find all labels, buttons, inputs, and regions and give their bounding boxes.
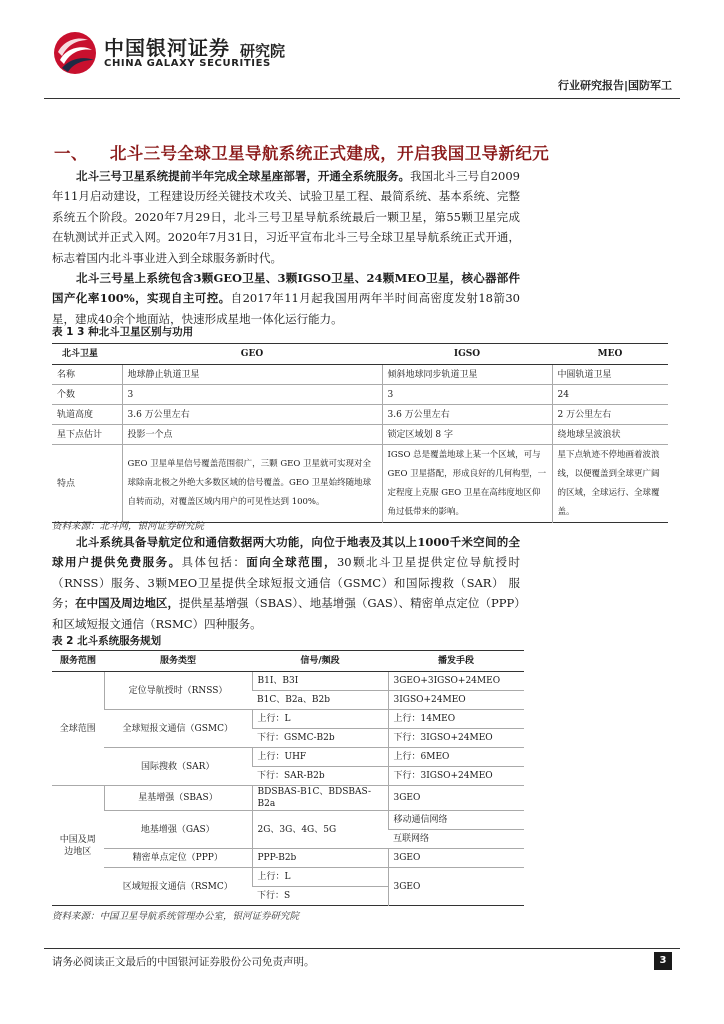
table-cell: 特点 xyxy=(52,445,122,523)
service-gsmc-cell: 全球短报文通信（GSMC） xyxy=(104,710,252,748)
table-header-cell: IGSO xyxy=(382,344,552,365)
table-row xyxy=(52,811,524,830)
brand-name-en: CHINA GALAXY SECURITIES xyxy=(104,58,271,69)
table-cell: 下行：S xyxy=(252,887,388,906)
table-header-cell: MEO xyxy=(552,344,668,365)
table-cell: BDSBAS-B1C、BDSBAS-B2a xyxy=(252,786,388,811)
table-row-features xyxy=(52,445,668,523)
table-cell: 下行：SAR-B2b xyxy=(252,767,388,786)
scope-regional-cell: 中国及周边地区 xyxy=(52,786,104,906)
paragraph-1-lead: 北斗三号卫星系统提前半年完成全球星座部署，开通全系统服务。 xyxy=(76,169,411,183)
table-cell: 2G、3G、4G、5G xyxy=(252,811,388,849)
footer-disclaimer: 请务必阅读正文最后的中国银河证券股份公司免责声明。 xyxy=(52,956,315,968)
table-cell: 倾斜地球同步轨道卫星 xyxy=(382,365,552,385)
service-rsmc-cell: 区域短报文通信（RSMC） xyxy=(104,868,252,906)
service-gas-cell: 地基增强（GAS） xyxy=(104,811,252,849)
footer-divider xyxy=(44,948,680,949)
paragraph-2-body: 自2017年11月起我国用两年半时间高密度发射18箭30星，建成40余个地面站，快速形成星地一体化运行能力。 xyxy=(52,291,520,326)
table-header-cell: 播发手段 xyxy=(388,651,524,672)
table-cell: 个数 xyxy=(52,385,122,405)
table-cell: 移动通信网络 xyxy=(388,811,524,830)
section-title: 北斗三号全球卫星导航系统正式建成，开启我国卫导新纪元 xyxy=(109,144,550,163)
header-divider xyxy=(44,98,680,99)
satellite-comparison-table xyxy=(52,343,668,523)
table-header-cell: 服务范围 xyxy=(52,651,104,672)
brand-institute: 研究院 xyxy=(240,42,286,60)
table-row xyxy=(52,868,524,887)
paragraph-3-body-2: 30颗北斗卫星提供定位导航授时（RNSS）服务、3颗MEO卫星提供全球短报文通信（GSMC）和国际搜救（SAR） 服务； xyxy=(52,555,520,611)
paragraph-3-body-3: 提供星基增强（SBAS）、地基增强（GAS）、精密单点定位（PPP）和区域短报文通信（RSMC）四种服务。 xyxy=(52,596,521,631)
table-cell: 绕地球呈波浪状 xyxy=(552,425,668,445)
table-row xyxy=(52,748,524,767)
table-cell: 下行：GSMC-B2b xyxy=(252,729,388,748)
table-cell: 3 xyxy=(122,385,382,405)
report-category: 行业研究报告|国防军工 xyxy=(557,79,672,92)
table-cell: 下行：3IGSO+24MEO xyxy=(388,729,524,748)
table-cell: PPP-B2b xyxy=(252,849,388,868)
table-cell: 锁定区域划 8 字 xyxy=(382,425,552,445)
table-cell: 上行：UHF xyxy=(252,748,388,767)
table-row xyxy=(52,405,668,425)
page-number: 3 xyxy=(654,952,672,970)
table-cell: 投影一个点 xyxy=(122,425,382,445)
table-cell: B1I、B3I xyxy=(252,672,388,691)
table-cell: 轨道高度 xyxy=(52,405,122,425)
table-row xyxy=(52,786,524,811)
table-row xyxy=(52,849,524,868)
table-row xyxy=(52,672,524,691)
table-cell: 上行：14MEO xyxy=(388,710,524,729)
table-header-row xyxy=(52,651,524,672)
table-cell: B1C、B2a、B2b xyxy=(252,691,388,710)
table-2-caption: 表 2 北斗系统服务规划 xyxy=(52,635,162,647)
service-plan-table xyxy=(52,650,524,906)
table-header-cell: 服务类型 xyxy=(104,651,252,672)
paragraph-2 xyxy=(52,268,520,329)
galaxy-logo-icon xyxy=(52,30,98,76)
table-row xyxy=(52,425,668,445)
scope-global-cell: 全球范围 xyxy=(52,672,104,786)
table-cell: 下行：3IGSO+24MEO xyxy=(388,767,524,786)
table-row xyxy=(52,710,524,729)
table-header-cell: 北斗卫星 xyxy=(52,344,122,365)
table-cell: 3GEO xyxy=(388,786,524,811)
table-cell: 中圆轨道卫星 xyxy=(552,365,668,385)
paragraph-3 xyxy=(52,532,520,634)
service-ppp-cell: 精密单点定位（PPP） xyxy=(104,849,252,868)
table-cell: 3GEO xyxy=(388,868,524,906)
table-row xyxy=(52,365,668,385)
service-sar-cell: 国际搜救（SAR） xyxy=(104,748,252,786)
table-cell: 地球静止轨道卫星 xyxy=(122,365,382,385)
paragraph-1-body: 我国北斗三号自2009年11月启动建设，工程建设历经关键技术攻关、试验卫星工程、最简系统、基本系统、完整系统五个阶段。2020年7月29日，北斗三号卫星导航系统最后一颗卫星，第55颗卫星完成在轨测试并正式入网。2020年7月31日，习近平宣布北斗三号全球卫星导航系统正式开通，标志着国内北斗事业进入到全球服务新时代。 xyxy=(52,169,520,265)
table-1-caption: 表 1 3 种北斗卫星区别与功用 xyxy=(52,326,194,338)
table-cell: 24 xyxy=(552,385,668,405)
table-cell: 互联网络 xyxy=(388,830,524,849)
service-rnss-cell: 定位导航授时（RNSS） xyxy=(104,672,252,710)
table-cell: 上行：6MEO xyxy=(388,748,524,767)
table-2-source: 资料来源：中国卫星导航系统管理办公室，银河证券研究院 xyxy=(52,911,300,922)
table-cell: 3.6 万公里左右 xyxy=(122,405,382,425)
table-cell: 3GEO xyxy=(388,849,524,868)
table-cell: 3 xyxy=(382,385,552,405)
paragraph-1 xyxy=(52,166,520,268)
table-cell: 上行：L xyxy=(252,710,388,729)
table-cell: 星下点估计 xyxy=(52,425,122,445)
feature-igso-cell: IGSO 总是覆盖地球上某一个区域，可与 GEO 卫星搭配，形成良好的几何构型，一定程度上克服 GEO 卫星在高纬度地区仰角过低带来的影响。 xyxy=(382,445,552,523)
table-cell: 2 万公里左右 xyxy=(552,405,668,425)
paragraph-3-emphasis-global: 面向全球范围， xyxy=(246,555,337,570)
table-cell: 名称 xyxy=(52,365,122,385)
paragraph-2-lead: 北斗三号星上系统包含3颗GEO卫星、3颗IGSO卫星、24颗MEO卫星，核心器部件国产化率100%，实现自主可控。 xyxy=(52,271,520,306)
table-cell: 3.6 万公里左右 xyxy=(382,405,552,425)
table-header-row xyxy=(52,344,668,365)
feature-meo-cell: 星下点轨迹不停地画着波浪线，以便覆盖到全球更广阔的区域，全球运行、全球覆盖。 xyxy=(552,445,668,523)
table-1-source: 资料来源：北斗网，银河证券研究院 xyxy=(52,521,205,532)
table-header-cell: 信号/频段 xyxy=(252,651,388,672)
table-cell: 3GEO+3IGSO+24MEO xyxy=(388,672,524,691)
paragraph-3-lead: 北斗系统具备导航定位和通信数据两大功能，向位于地表及其以上1000千米空间的全球用户提供免费服务。 xyxy=(52,535,520,570)
feature-geo-cell: GEO 卫星单星信号覆盖范围很广，三颗 GEO 卫星就可实现对全球除南北极之外绝大多数区域的信号覆盖。GEO 卫星始终随地球自转而动，对覆盖区域内用户的可见性达到 100%。 xyxy=(122,445,382,523)
table-cell: 上行：L xyxy=(252,868,388,887)
table-header-cell: GEO xyxy=(122,344,382,365)
section-heading xyxy=(54,140,549,164)
service-sbas-cell: 星基增强（SBAS） xyxy=(104,786,252,811)
section-number: 一、 xyxy=(54,144,88,163)
brand-name-cn: 中国银河证券 xyxy=(104,36,230,60)
paragraph-3-emphasis-regional: 在中国及周边地区， xyxy=(75,596,179,611)
table-cell: 3IGSO+24MEO xyxy=(388,691,524,710)
table-row xyxy=(52,385,668,405)
paragraph-3-body-1: 具体包括： xyxy=(181,555,247,570)
